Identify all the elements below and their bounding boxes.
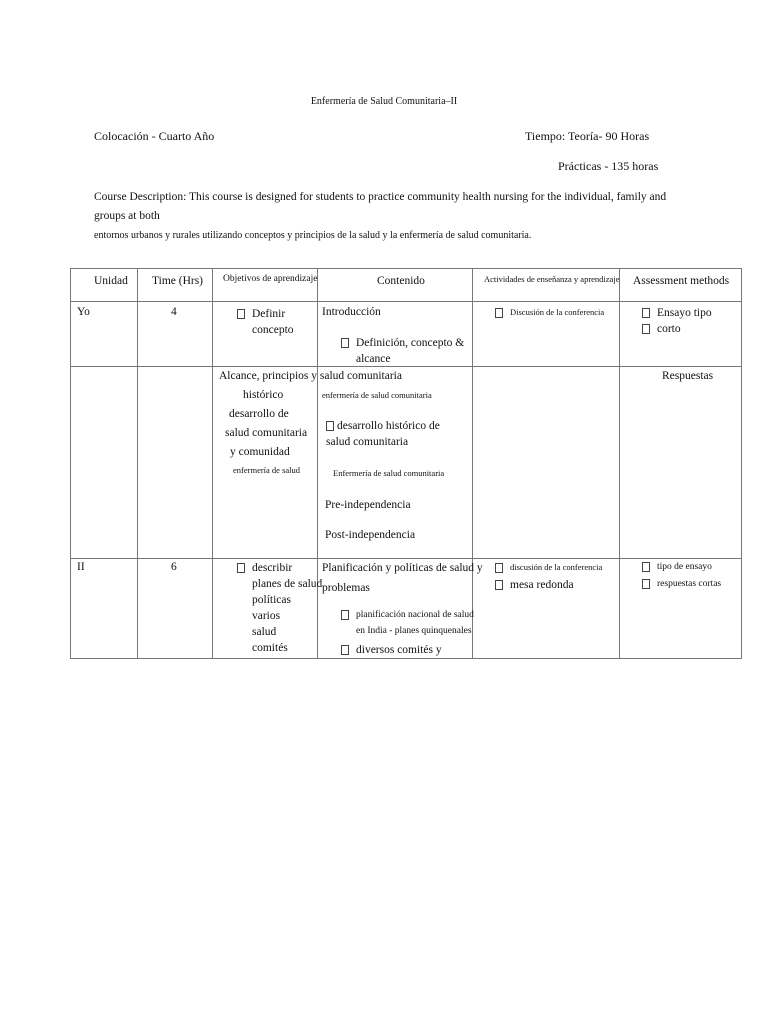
row3-content-title: Planificación y políticas de salud y problemas [322, 562, 483, 594]
bullet-box-icon [495, 580, 503, 590]
placement-label: Colocación - Cuarto Año [94, 129, 215, 143]
row3-content-item2: diversos comités y [341, 642, 442, 658]
table-rule [212, 269, 213, 659]
row3-unit: II [77, 561, 85, 573]
table-rule [71, 301, 742, 302]
row2-objective-line2: histórico [243, 389, 284, 401]
header-assessment: Assessment methods [633, 275, 730, 287]
table-rule [71, 658, 742, 659]
theory-hours: Tiempo: Teoría- 90 Horas [525, 129, 650, 143]
bullet-box-icon [495, 563, 503, 573]
row1-objective: Definir concepto [237, 306, 294, 338]
bullet-box-icon [341, 645, 349, 655]
header-activities: Actividades de enseñanza y aprendizaje [484, 274, 620, 284]
practice-hours: Prácticas - 135 horas [558, 159, 659, 173]
description-line-2: entornos urbanos y rurales utilizando conceptos y principios de la salud y la enfermería de salud comunitaria. [94, 230, 532, 241]
row1-content-item: Definición, concepto & alcance [341, 335, 464, 367]
row1-activity: Discusión de la conferencia [495, 304, 604, 320]
table-rule [472, 269, 473, 659]
row3-activity2: mesa redonda [495, 577, 574, 593]
row2-content-line1: enfermería de salud comunitaria [322, 390, 432, 400]
bullet-box-icon [642, 324, 650, 334]
row2-assessment: Respuestas [662, 370, 714, 382]
row2-content-line4: Enfermería de salud comunitaria [333, 468, 445, 478]
bullet-box-icon [237, 563, 245, 573]
bullet-box-icon [326, 421, 334, 431]
row2-objective-line1: Alcance, principios y salud comunitaria [219, 370, 402, 382]
row3-objective: describir planes de salud políticas varios salud comités [237, 560, 322, 656]
row2-objective-line5: y comunidad [230, 446, 290, 458]
bullet-box-icon [237, 309, 245, 319]
row1-unit: Yo [77, 306, 90, 318]
bullet-box-icon [495, 308, 503, 318]
course-description [94, 188, 694, 245]
bullet-box-icon [341, 338, 349, 348]
header-objectives: Objetivos de aprendizaje [223, 274, 318, 284]
row1-assessment: Ensayo tipo corto [642, 305, 712, 337]
table-rule [741, 269, 742, 659]
row2-content-line5: Pre-independencia [325, 499, 411, 511]
row3-assessment: tipo de ensayo respuestas cortas [642, 559, 721, 593]
row3-time: 6 [171, 561, 177, 573]
table-rule [137, 269, 138, 659]
row2-objective-line4: salud comunitaria [225, 427, 308, 439]
document-title: Enfermería de Salud Comunitaria–II [310, 96, 458, 107]
row3-content-item1: planificación nacional de salud en India - planes quinquenales [341, 607, 474, 639]
header-unit: Unidad [94, 275, 128, 287]
row2-content-item: desarrollo histórico de salud comunitaria [326, 420, 440, 448]
header-time: Time (Hrs) [152, 275, 204, 287]
bullet-box-icon [642, 562, 650, 572]
bullet-box-icon [642, 579, 650, 589]
bullet-box-icon [341, 610, 349, 620]
description-line-1: Course Description: This course is designed for students to practice community health nursing for the individual, family and groups at both [94, 191, 667, 222]
syllabus-table [70, 268, 742, 659]
row3-activity1: discusión de la conferencia [495, 559, 602, 575]
bullet-box-icon [642, 308, 650, 318]
header-content: Contenido [377, 275, 425, 287]
row1-content-title: Introducción [322, 306, 381, 318]
row1-time: 4 [171, 306, 177, 318]
row2-objective-line3: desarrollo de [229, 408, 289, 420]
table-rule [619, 269, 620, 659]
row2-content-line6: Post-independencia [325, 529, 416, 541]
row2-objective-line6: enfermería de salud [233, 465, 301, 475]
